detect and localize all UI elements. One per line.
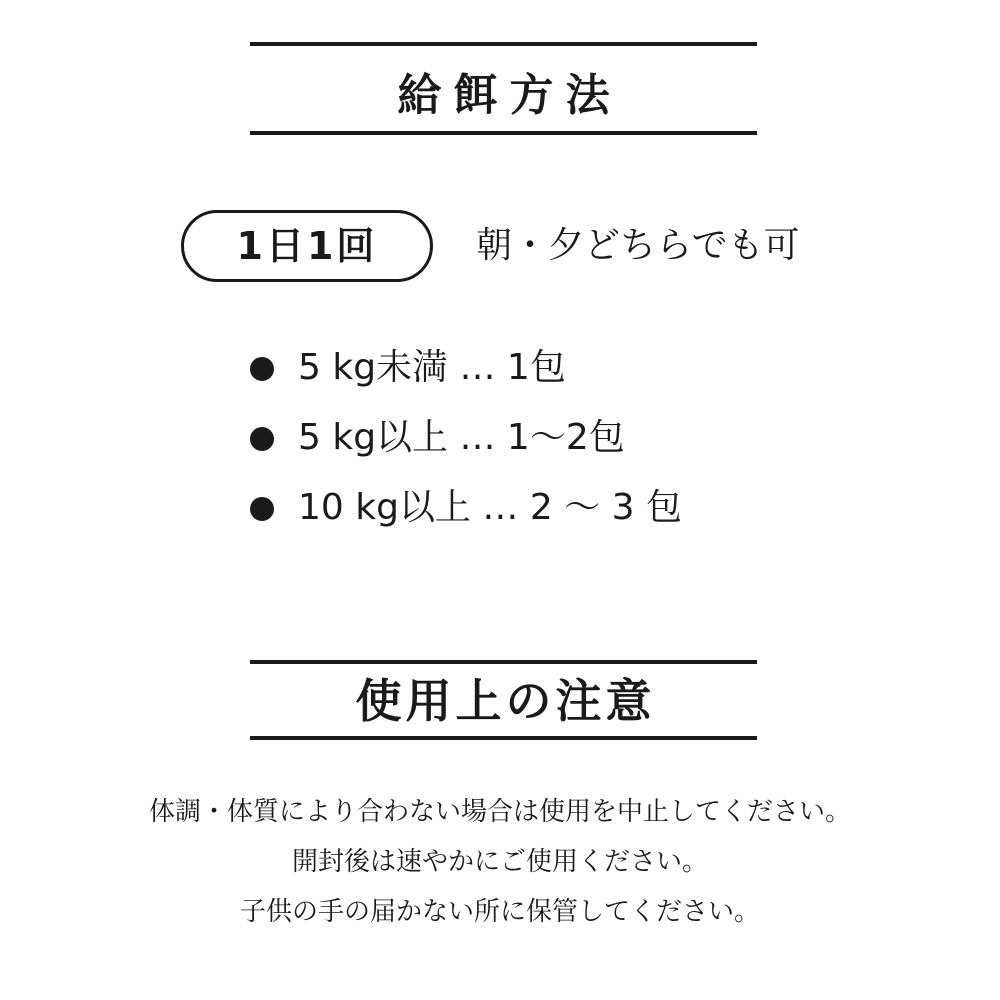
feeding-section-title: 給餌方法 [397,70,622,121]
frequency-note: 朝・夕どちらでも可 [476,225,800,266]
dose-text: 10 kg以上 … 2 ～ 3 包 [298,487,682,528]
caution-line: 子供の手の届かない所に保管してください。 [239,897,760,927]
bullet-icon [250,357,274,381]
cautions-section-title: 使用上の注意 [355,674,656,728]
feeding-title-top-rule [250,42,757,46]
cautions-list [0,788,1000,938]
dose-list [250,340,682,550]
dose-text: 5 kg以上 … 1～2包 [298,417,625,458]
dose-item [250,340,682,410]
cautions-title-bottom-rule [250,736,757,740]
cautions-title-top-rule [250,660,757,664]
bullet-icon [250,497,274,521]
feeding-title-bottom-rule [250,131,757,135]
dose-text: 5 kg未満 … 1包 [298,347,566,388]
bullet-icon [250,427,274,451]
dose-item [250,480,682,550]
caution-line: 体調・体質により合わない場合は使用を中止してください。 [148,797,851,827]
dose-item [250,410,682,480]
caution-line: 開封後は速やかにご使用ください。 [291,847,708,877]
frequency-badge: 1日1回 [181,210,433,282]
